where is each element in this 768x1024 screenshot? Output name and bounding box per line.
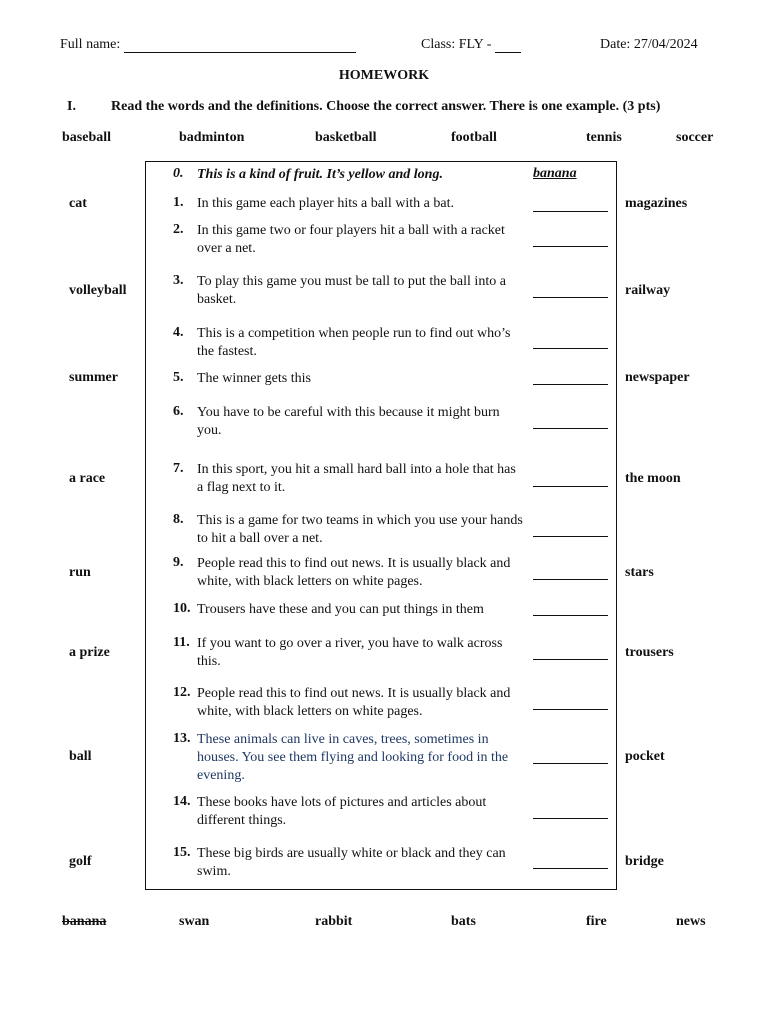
word-bank-item: golf bbox=[69, 854, 92, 869]
section-instruction: Read the words and the definitions. Choose the correct answer. There is one example. (3 pts) bbox=[111, 99, 661, 114]
word-bank-item: stars bbox=[625, 565, 654, 580]
question-number: 12. bbox=[173, 685, 191, 700]
word-bank-item: tennis bbox=[586, 130, 622, 145]
page-title: HOMEWORK bbox=[338, 68, 430, 83]
answer-blank[interactable] bbox=[533, 428, 608, 429]
question-number: 15. bbox=[173, 845, 191, 860]
question-text: Trousers have these and you can put things in them bbox=[197, 602, 484, 617]
question-number: 9. bbox=[173, 555, 184, 570]
full-name-blank[interactable] bbox=[124, 38, 356, 53]
question-text: To play this game you must be tall to put the ball into a basket. bbox=[197, 274, 506, 307]
question-text: You have to be careful with this because it might burn you. bbox=[197, 405, 500, 438]
word-bank-item: ball bbox=[69, 749, 92, 764]
word-bank-item: a race bbox=[69, 471, 106, 486]
full-name-label: Full name: bbox=[60, 37, 121, 52]
class-label: Class: FLY - bbox=[421, 37, 492, 52]
question-text: The winner gets this bbox=[197, 371, 311, 386]
word-bank-item: soccer bbox=[676, 130, 714, 145]
answer-blank[interactable] bbox=[533, 709, 608, 710]
question-text: People read this to find out news. It is usually black and white, with black letters on white pages. bbox=[197, 556, 511, 589]
word-bank-item: the moon bbox=[625, 471, 681, 486]
class-field[interactable] bbox=[421, 37, 521, 53]
word-bank-item: basketball bbox=[315, 130, 377, 145]
word-bank-item: bats bbox=[451, 914, 476, 929]
question-text: These animals can live in caves, trees, sometimes in houses. You see them flying and looking for food in the evening. bbox=[197, 732, 509, 783]
word-bank-item: a prize bbox=[69, 645, 110, 660]
word-bank-item: trousers bbox=[625, 645, 674, 660]
question-text: This is a competition when people run to find out who’s the fastest. bbox=[197, 326, 511, 359]
answer-blank[interactable] bbox=[533, 868, 608, 869]
example-number: 0. bbox=[173, 166, 184, 181]
answer-blank[interactable] bbox=[533, 763, 608, 764]
full-name-field[interactable] bbox=[60, 37, 356, 53]
question-number: 2. bbox=[173, 222, 184, 237]
word-bank-item-used: banana bbox=[62, 914, 107, 929]
example-text: This is a kind of fruit. It’s yellow and long. bbox=[197, 167, 443, 182]
word-bank-item: news bbox=[676, 914, 706, 929]
word-bank-item: newspaper bbox=[625, 370, 690, 385]
question-text: This is a game for two teams in which you use your hands to hit a ball over a net. bbox=[197, 513, 523, 546]
word-bank-item: bridge bbox=[625, 854, 664, 869]
answer-blank[interactable] bbox=[533, 348, 608, 349]
class-blank[interactable] bbox=[495, 38, 521, 53]
question-text: People read this to find out news. It is usually black and white, with black letters on white pages. bbox=[197, 686, 511, 719]
section-number: I. bbox=[67, 99, 76, 114]
example-answer: banana bbox=[533, 166, 577, 181]
word-bank-item: swan bbox=[179, 914, 210, 929]
word-bank-item: fire bbox=[586, 914, 607, 929]
question-number: 11. bbox=[173, 635, 190, 650]
question-text: In this sport, you hit a small hard ball into a hole that has a flag next to it. bbox=[197, 462, 516, 495]
word-bank-item: summer bbox=[69, 370, 118, 385]
question-number: 4. bbox=[173, 325, 184, 340]
question-text: In this game two or four players hit a ball with a racket over a net. bbox=[197, 223, 505, 256]
answer-blank[interactable] bbox=[533, 579, 608, 580]
word-bank-item: baseball bbox=[62, 130, 112, 145]
word-bank-item: rabbit bbox=[315, 914, 353, 929]
question-number: 13. bbox=[173, 731, 191, 746]
word-bank-item: football bbox=[451, 130, 497, 145]
answer-blank[interactable] bbox=[533, 384, 608, 385]
question-number: 14. bbox=[173, 794, 191, 809]
word-bank-item: pocket bbox=[625, 749, 665, 764]
word-bank-item: railway bbox=[625, 283, 671, 298]
answer-blank[interactable] bbox=[533, 297, 608, 298]
answer-blank[interactable] bbox=[533, 211, 608, 212]
date-label: Date: 27/04/2024 bbox=[600, 37, 698, 52]
question-text: In this game each player hits a ball with a bat. bbox=[197, 196, 454, 211]
question-number: 3. bbox=[173, 273, 184, 288]
question-number: 8. bbox=[173, 512, 184, 527]
word-bank-item: cat bbox=[69, 196, 87, 211]
question-number: 1. bbox=[173, 195, 184, 210]
answer-blank[interactable] bbox=[533, 486, 608, 487]
answer-blank[interactable] bbox=[533, 818, 608, 819]
question-text: These big birds are usually white or black and they can swim. bbox=[197, 846, 506, 879]
word-bank-item: run bbox=[69, 565, 91, 580]
question-number: 6. bbox=[173, 404, 184, 419]
question-text: If you want to go over a river, you have to walk across this. bbox=[197, 636, 503, 669]
word-bank-item: badminton bbox=[179, 130, 245, 145]
question-number: 5. bbox=[173, 370, 184, 385]
word-bank-item: magazines bbox=[625, 196, 688, 211]
question-number: 10. bbox=[173, 601, 191, 616]
answer-blank[interactable] bbox=[533, 536, 608, 537]
answer-blank[interactable] bbox=[533, 659, 608, 660]
answer-blank[interactable] bbox=[533, 615, 608, 616]
question-number: 7. bbox=[173, 461, 184, 476]
answer-blank[interactable] bbox=[533, 246, 608, 247]
word-bank-item: volleyball bbox=[69, 283, 127, 298]
question-text: These books have lots of pictures and articles about different things. bbox=[197, 795, 487, 828]
